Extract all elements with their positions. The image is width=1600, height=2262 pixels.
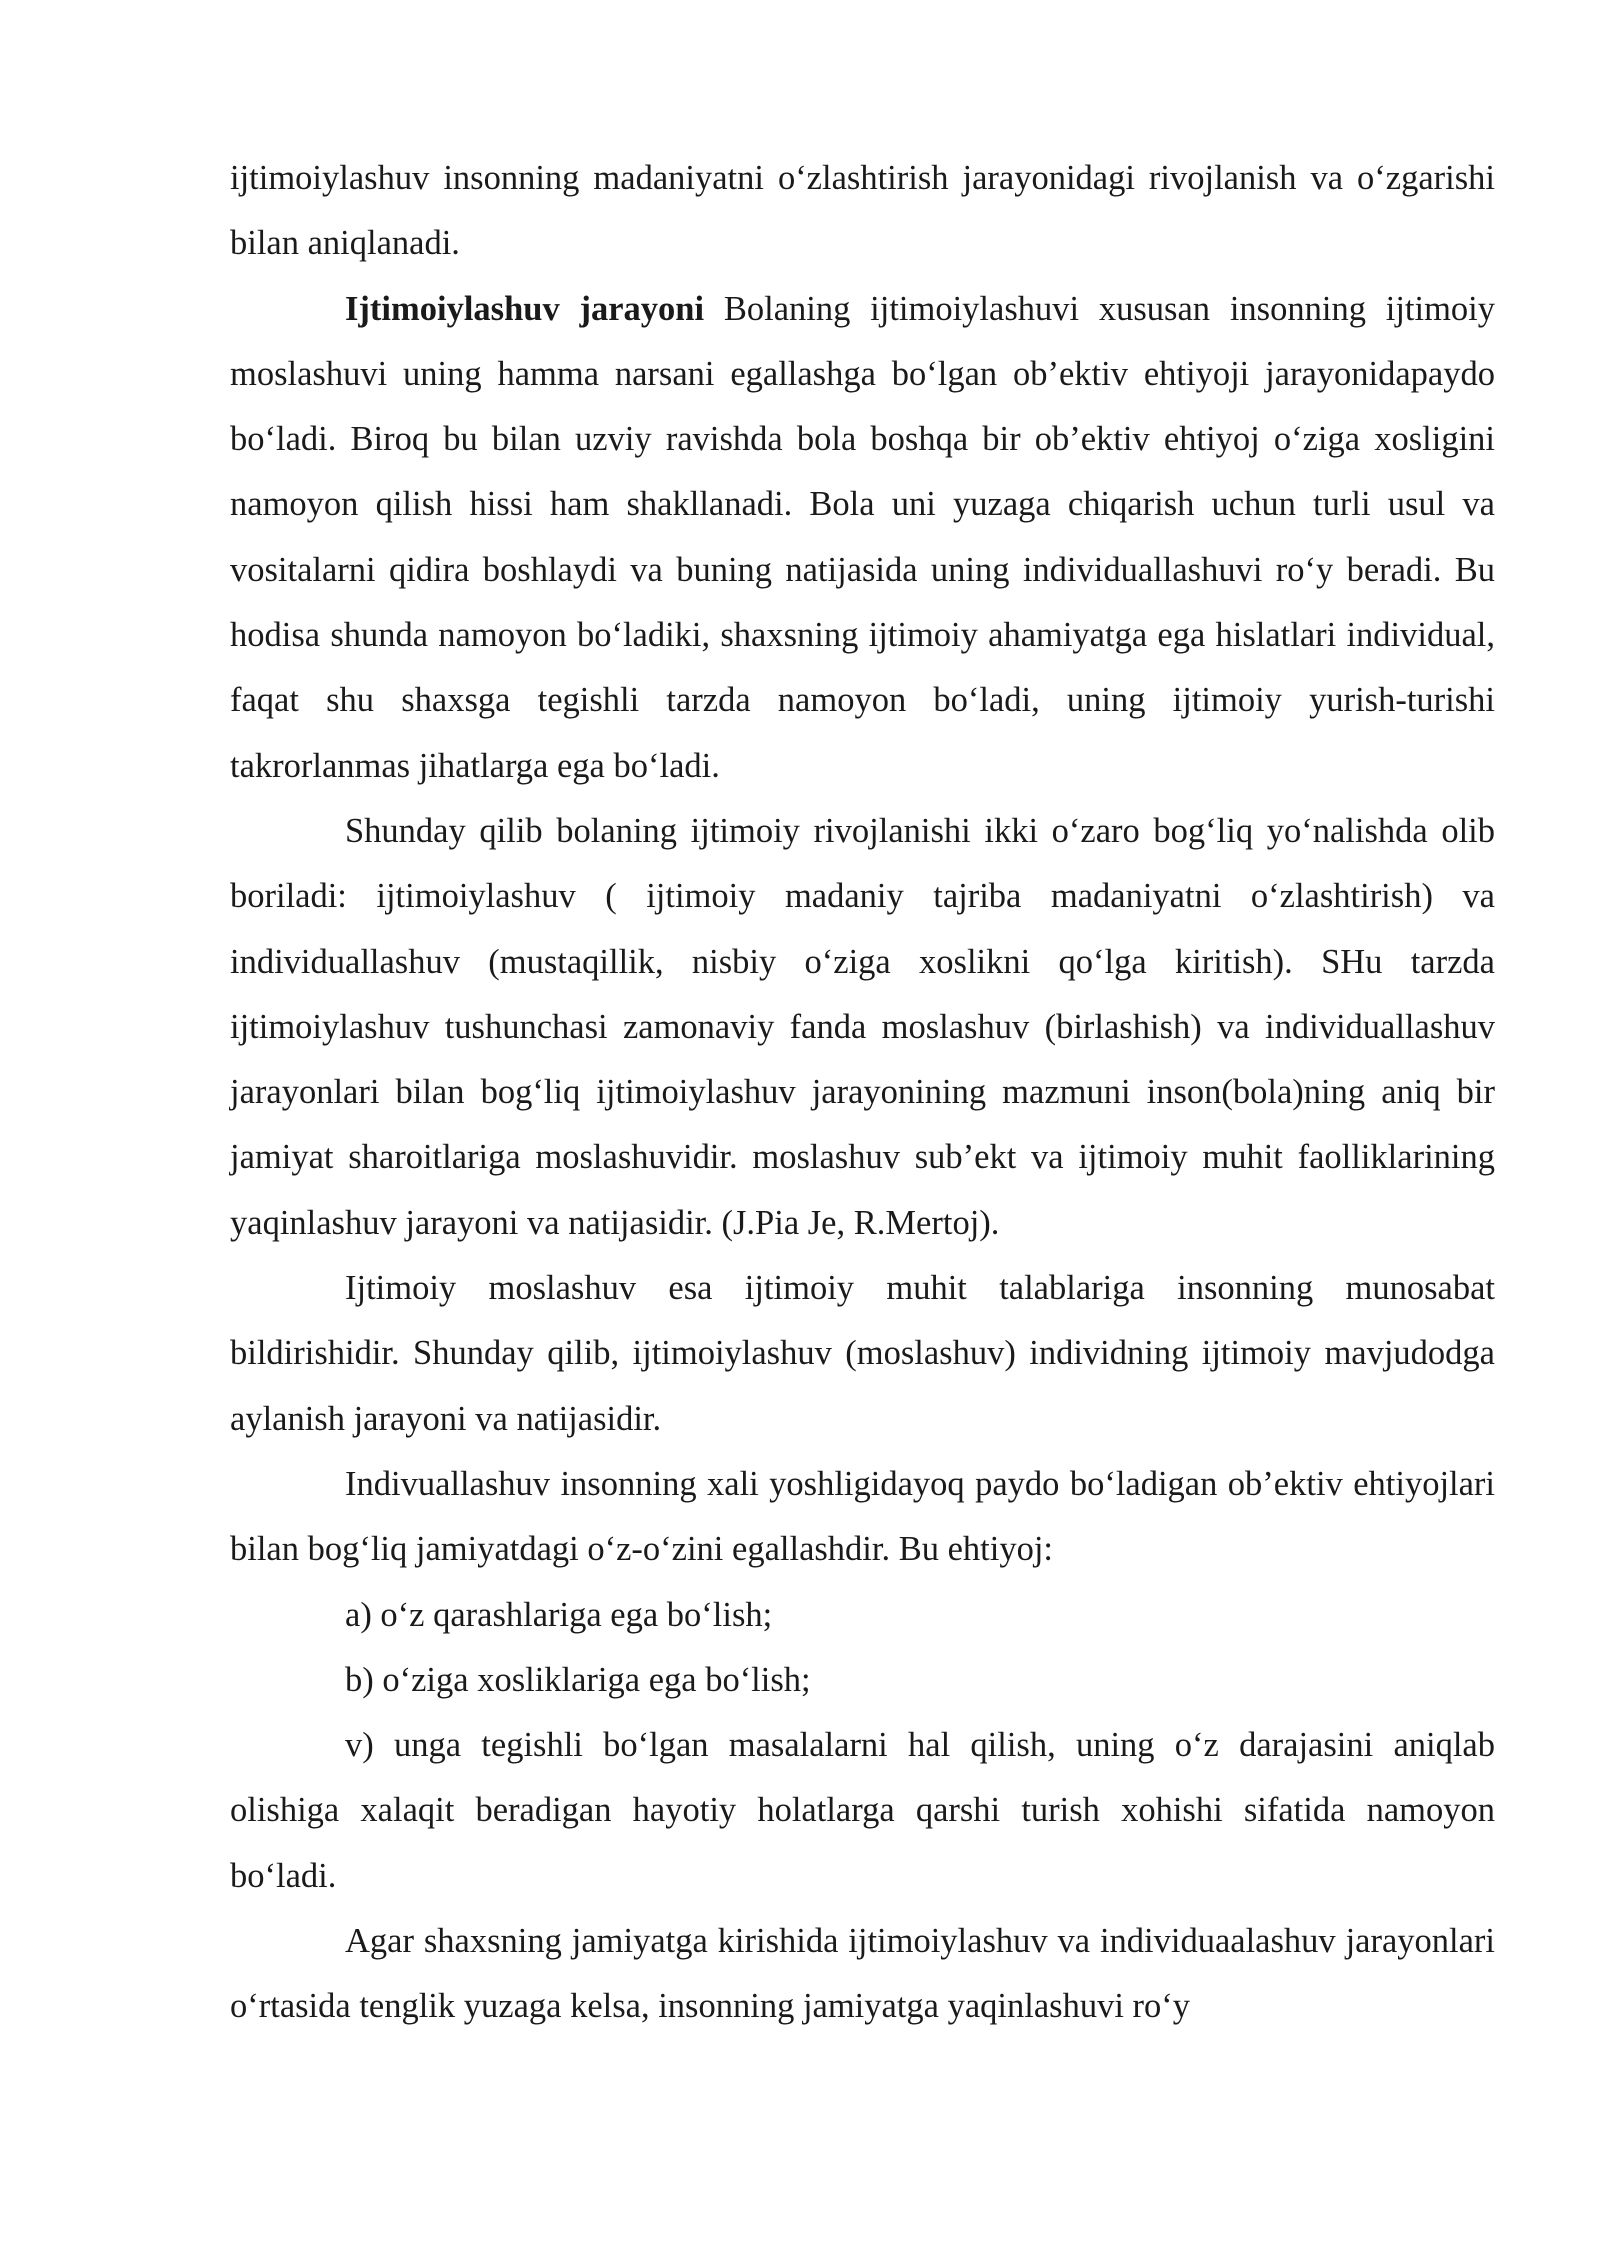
list-item-v [230,1713,1495,1909]
list-item-text: b) o‘ziga xosliklariga ega bo‘lish; [345,1660,811,1699]
paragraph-continuation [230,146,1495,277]
list-item-text: a) o‘z qarashlariga ega bo‘lish; [345,1595,773,1634]
document-page [230,146,1495,2040]
paragraph-balance [230,1909,1495,2040]
paragraph-text: Bolaning ijtimoiylashuvi xususan insonning ijtimoiy moslashuvi uning hamma narsani egallashga bo‘lgan ob’ektiv ehtiyoji jarayonidapaydo bo‘ladi. Biroq bu bilan uzviy ravishda bola boshqa bir ob’ektiv ehtiyoj o‘ziga xosligini namoyon qilish hissi ham shakllanadi. Bola uni yuzaga chiqarish uchun turli usul va vositalarni qidira boshlaydi va buning natijasida uning individuallashuvi ro‘y beradi. Bu hodisa shunda namoyon bo‘ladiki, shaxsning ijtimoiy ahamiyatga ega hislatlari individual, faqat shu shaxsga tegishli tarzda namoyon bo‘ladi, uning ijtimoiy yurish-turishi takrorlanmas jihatlarga ega bo‘ladi. [230,289,1495,785]
paragraph-text: Shunday qilib bolaning ijtimoiy rivojlanishi ikki o‘zaro bog‘liq yo‘nalishda olib boriladi: ijtimoiylashuv ( ijtimoiy madaniy tajriba madaniyatni o‘zlashtirish) va individuallashuv (mustaqillik, nisbiy o‘ziga xoslikni qo‘lga kiritish). SHu tarzda ijtimoiylashuv tushunchasi zamonaviy fanda moslashuv (birlashish) va individuallashuv jarayonlari bilan bog‘liq ijtimoiylashuv jarayonining mazmuni inson(bola)ning aniq bir jamiyat sharoitlariga moslashuvidir. moslashuv sub’ekt va ijtimoiy muhit faolliklarining yaqinlashuv jarayoni va natijasidir. (J.Pia Je, R.Mertoj). [230,811,1495,1242]
paragraph-text: Agar shaxsning jamiyatga kirishida ijtimoiylashuv va individuaalashuv jarayonlari o‘rtasida tenglik yuzaga kelsa, insonning jamiyatga yaqinlashuvi ro‘y [230,1922,1495,2026]
list-item-a [230,1583,1495,1648]
paragraph-social-adaptation [230,1256,1495,1452]
paragraph-text: Indivuallashuv insonning xali yoshligidayoq paydo bo‘ladigan ob’ektiv ehtiyojlari bilan bog‘liq jamiyatdagi o‘z-o‘zini egallashdir. Bu ehtiyoj: [230,1464,1495,1569]
section-heading-inline: Ijtimoiylashuv jarayoni [345,289,705,328]
paragraph-social-development [230,799,1495,1256]
paragraph-individualization [230,1452,1495,1583]
paragraph-text: ijtimoiylashuv insonning madaniyatni o‘zlashtirish jarayonidagi rivojlanish va o‘zgarishi bilan aniqlanadi. [230,159,1495,263]
paragraph-text: Ijtimoiy moslashuv esa ijtimoiy muhit talablariga insonning munosabat bildirishidir. Shunday qilib, ijtimoiylashuv (moslashuv) individning ijtimoiy mavjudodga aylanish jarayoni va natijasidir. [230,1269,1495,1438]
paragraph-ijtimoiylashuv-jarayoni [230,277,1495,799]
list-item-b [230,1648,1495,1713]
list-item-text: v) unga tegishli bo‘lgan masalalarni hal qilish, uning o‘z darajasini aniqlab olishiga xalaqit beradigan hayotiy holatlarga qarshi turish xohishi sifatida namoyon bo‘ladi. [230,1726,1495,1895]
